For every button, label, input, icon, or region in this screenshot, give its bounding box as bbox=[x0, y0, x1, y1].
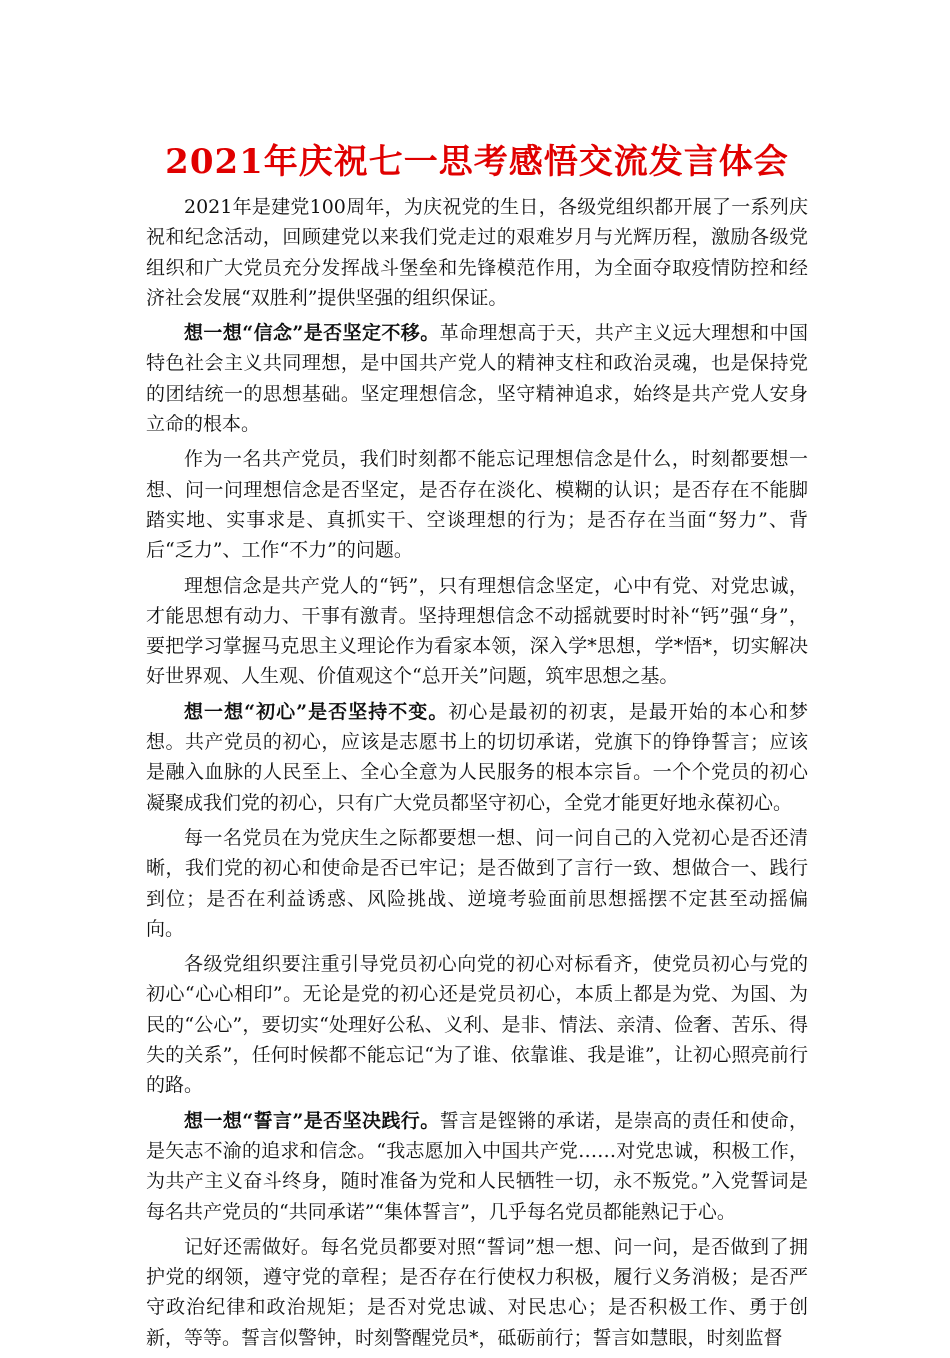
paragraph-text: 誓言是铿锵的承诺，是崇高的责任和使命，是矢志不渝的追求和信念。“我志愿加入中国共产党……对党忠诚，积极工作，为共产主义奋斗终身，随时准备为党和人民牺牲一切，永不叛党。”入党誓词是每名共产党员的“共同承诺”“集体誓言”，几乎每名党员都能熟记于心。 bbox=[146, 1109, 808, 1223]
paragraph-text: 作为一名共产党员，我们时刻都不能忘记理想信念是什么，时刻都要想一想、问一问理想信念是否坚定，是否存在淡化、模糊的认识；是否存在不能脚踏实地、实事求是、真抓实干、空谈理想的行为；是否存在当面“努力”、背后“乏力”、工作“不力”的问题。 bbox=[146, 448, 808, 562]
document-page bbox=[146, 140, 808, 1358]
paragraph-text: 初心是最初的初衷，是最开始的本心和梦想。共产党员的初心，应该是志愿书上的切切承诺，党旗下的铮铮誓言；应该是融入血脉的人民至上、全心全意为人民服务的根本宗旨。一个个党员的初心凝聚成我们党的初心，只有广大党员都坚守初心，全党才能更好地永葆初心。 bbox=[146, 700, 808, 814]
paragraph-text: 理想信念是共产党人的“钙”，只有理想信念坚定，心中有党、对党忠诚，才能思想有动力、干事有激青。坚持理想信念不动摇就要时时补“钙”强“身”，要把学习掌握马克思主义理论作为看家本领，深入学*思想，学*悟*，切实解决好世界观、人生观、价值观这个“总开关”问题，筑牢思想之基。 bbox=[146, 574, 808, 688]
body-paragraph bbox=[146, 571, 808, 692]
body-paragraph bbox=[146, 444, 808, 565]
paragraph-text: 每一名党员在为党庆生之际都要想一想、问一问自己的入党初心是否还清晰，我们党的初心和使命是否已牢记；是否做到了言行一致、想做合一、践行到位；是否在利益诱惑、风险挑战、逆境考验面前思想摇摆不定甚至动摇偏向。 bbox=[146, 826, 808, 940]
body-paragraph bbox=[146, 949, 808, 1100]
paragraph-text: 记好还需做好。每名党员都要对照“誓词”想一想、问一问，是否做到了拥护党的纲领，遵守党的章程；是否存在行使权力积极，履行义务消极；是否严守政治纪律和政治规矩；是否对党忠诚、对民忠心；是否积极工作、勇于创新，等等。誓言似警钟，时刻警醒党员*，砥砺前行；誓言如慧眼，时刻监督 bbox=[146, 1235, 808, 1349]
document-title: 2021年庆祝七一思考感悟交流发言体会 bbox=[165, 142, 789, 182]
body-paragraph bbox=[146, 1232, 808, 1353]
section-oath-paragraph bbox=[146, 1106, 808, 1227]
section-heading-original-aspiration: 想一想“初心”是否坚持不变。 bbox=[184, 700, 449, 723]
paragraph-text: 2021年是建党100周年，为庆祝党的生日，各级党组织都开展了一系列庆祝和纪念活动，回顾建党以来我们党走过的艰难岁月与光辉历程，激励各级党组织和广大党员充分发挥战斗堡垒和先锋模范作用，为全面夺取疫情防控和经济社会发展“双胜利”提供坚强的组织保证。 bbox=[146, 196, 808, 309]
section-heading-oath: 想一想“誓言”是否坚决践行。 bbox=[184, 1109, 440, 1132]
paragraph-text: 革命理想高于天，共产主义远大理想和中国特色社会主义共同理想，是中国共产党人的精神支柱和政治灵魂，也是保持党的团结统一的思想基础。坚定理想信念，坚守精神追求，始终是共产党人安身立命的根本。 bbox=[146, 322, 808, 436]
intro-paragraph bbox=[146, 192, 808, 313]
section-original-aspiration-paragraph bbox=[146, 697, 808, 818]
section-belief-paragraph bbox=[146, 318, 808, 439]
paragraph-text: 各级党组织要注重引导党员初心向党的初心对标看齐，使党员初心与党的初心“心心相印”。无论是党的初心还是党员初心，本质上都是为党、为国、为民的“公心”，要切实“处理好公私、义利、是非、情法、亲清、俭奢、苦乐、得失的关系”，任何时候都不能忘记“为了谁、依靠谁、我是谁”，让初心照亮前行的路。 bbox=[146, 953, 808, 1097]
body-paragraph bbox=[146, 823, 808, 944]
section-heading-belief: 想一想“信念”是否坚定不移。 bbox=[184, 322, 440, 345]
